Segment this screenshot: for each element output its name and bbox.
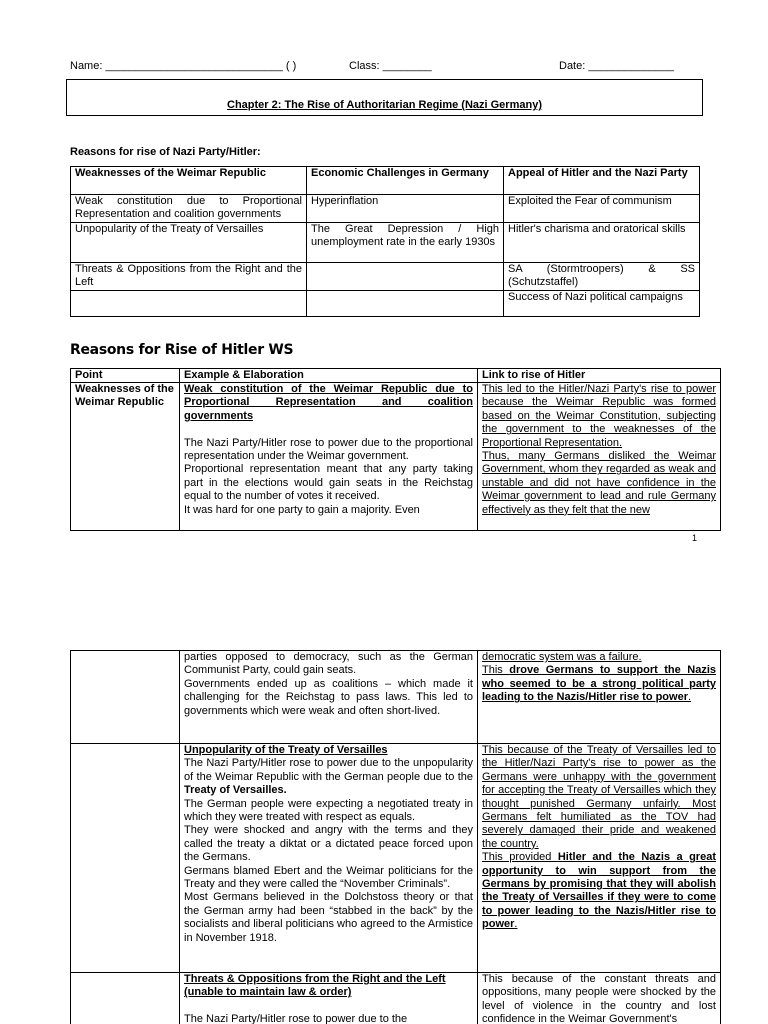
- example-title: Weak constitution of the Weimar Republic due to Proportional Representation and coalition governments: [184, 383, 473, 422]
- summary-cell: [71, 290, 307, 316]
- header-row: [70, 60, 710, 74]
- link-paragraph: This led to the Hitler/Nazi Party's rise to power because the Weimar Republic was formed based on the Weimar Constitution, subjecting the government to the weaknesses of the Proportional Representation.: [482, 383, 716, 449]
- ws-link-cell: [478, 651, 721, 744]
- class-field[interactable]: Class: ________: [349, 60, 432, 72]
- ws-heading: Reasons for Rise of Hitler WS: [70, 342, 294, 358]
- ws-header-row: [71, 369, 721, 383]
- example-paragraph: The German people were expecting a negotiated treaty in which they were treated with respect as equals.: [184, 797, 473, 824]
- summary-header-appeal: Appeal of Hitler and the Nazi Party: [504, 167, 700, 195]
- table-row: [71, 651, 721, 744]
- ws-header-example: Example & Elaboration: [180, 369, 478, 383]
- example-paragraph: They were shocked and angry with the terms and they called the treaty a diktat or a dictated peace forced upon the Germans.: [184, 824, 473, 864]
- ws-link-cell: [478, 383, 721, 531]
- summary-cell: Threats & Oppositions from the Right and the Left: [71, 262, 307, 290]
- summary-cell: The Great Depression / High unemployment rate in the early 1930s: [307, 222, 504, 262]
- summary-cell: [307, 290, 504, 316]
- table-row: [71, 973, 721, 1024]
- summary-row: [71, 222, 700, 262]
- link-paragraph: Thus, many Germans disliked the Weimar Government, whom they regarded as weak and unstable and did not have confidence in the Weimar government to lead and rule Germany effectively as they felt that the new: [482, 450, 716, 516]
- link-paragraph: This because of the Treaty of Versailles led to the Hitler/Nazi Party's rise to power as the Germans were unhappy with the government for accepting the Treaty of Versailles which they thought punished Germany unfairly. Most Germans felt humiliated as the TOV had severely damaged their pride and weakened the country.: [482, 744, 716, 850]
- example-title: Threats & Oppositions from the Right and the Left (unable to maintain law & order): [184, 973, 446, 999]
- example-paragraph: Proportional representation meant that any party taking part in the elections would gain seats in the Reichstag equal to the number of votes it received.: [184, 463, 473, 503]
- summary-row: [71, 290, 700, 316]
- example-paragraph: The Nazi Party/Hitler rose to power due to the proportional representation under the Weimar government.: [184, 436, 473, 463]
- summary-cell: Success of Nazi political campaigns: [504, 290, 700, 316]
- ws-example-cell: [180, 383, 478, 531]
- example-paragraph: It was hard for one party to gain a majority. Even: [184, 503, 420, 516]
- ws-example-cell: [180, 973, 478, 1024]
- example-title: Unpopularity of the Treaty of Versailles: [184, 744, 388, 756]
- summary-cell: Hyperinflation: [307, 195, 504, 223]
- ws-example-cell: [180, 651, 478, 744]
- ws-header-link: Link to rise of Hitler: [478, 369, 721, 383]
- ws-header-point: Point: [71, 369, 180, 383]
- point-label: Weaknesses of the Weimar Republic: [75, 383, 174, 409]
- ws-point-cell: [71, 383, 180, 531]
- ws-example-cell: [180, 744, 478, 973]
- example-paragraph: Governments ended up as coalitions – which made it challenging for the Reichstag to pass laws. This led to governments which were weak and often short-lived.: [184, 677, 473, 717]
- summary-table: [70, 166, 700, 317]
- link-paragraph: democratic system was a failure.: [482, 651, 642, 663]
- table-row: [71, 383, 721, 531]
- summary-cell: [307, 262, 504, 290]
- page-title: Chapter 2: The Rise of Authoritarian Regime (Nazi Germany): [227, 99, 542, 111]
- summary-header-row: [71, 167, 700, 195]
- name-field[interactable]: Name: _____________________________ ( ): [70, 60, 297, 72]
- date-field[interactable]: Date: ______________: [559, 60, 674, 72]
- ws-point-cell: [71, 744, 180, 973]
- summary-cell: Hitler's charisma and oratorical skills: [504, 222, 700, 262]
- summary-cell: Unpopularity of the Treaty of Versailles: [71, 222, 307, 262]
- ws-point-cell: [71, 973, 180, 1024]
- page-number: 1: [692, 533, 698, 543]
- table-row: [71, 744, 721, 973]
- summary-cell: Weak constitution due to Proportional Representation and coalition governments: [71, 195, 307, 223]
- summary-row: [71, 262, 700, 290]
- reasons-heading: Reasons for rise of Nazi Party/Hitler:: [70, 146, 261, 158]
- link-paragraph: This because of the constant threats and oppositions, many people were shocked by the level of violence in the country and lost confidence in the Weimar Government's: [482, 973, 716, 1024]
- link-paragraph: This drove Germans to support the Nazis who seemed to be a strong political party leading to the Nazis/Hitler rise to power.: [482, 664, 717, 704]
- example-paragraph: Germans blamed Ebert and the Weimar politicians for the Treaty and they were called the “November Criminals”.: [184, 864, 473, 891]
- ws-link-cell: [478, 744, 721, 973]
- summary-header-economic: Economic Challenges in Germany: [307, 167, 504, 195]
- summary-header-weimar: Weaknesses of the Weimar Republic: [71, 167, 307, 195]
- example-paragraph: parties opposed to democracy, such as the German Communist Party, could gain seats.: [184, 651, 473, 677]
- ws-point-cell: [71, 651, 180, 744]
- ws-link-cell: [478, 973, 721, 1024]
- link-paragraph: This provided Hitler and the Nazis a great opportunity to win support from the Germans by promising that they will abolish the Treaty of Versailles if they were to come to power leading to the Nazis/Hitler rise to power.: [482, 851, 716, 931]
- example-paragraph: Most Germans believed in the Dolchstoss theory or that the German army had been “stabbed in the back” by the socialists and liberal politicians who agreed to the Armistice in November 1918.: [184, 891, 473, 944]
- summary-cell: Exploited the Fear of communism: [504, 195, 700, 223]
- example-paragraph: The Nazi Party/Hitler rose to power due to the unpopularity of the Weimar Republic with the German people due to the Treaty of Versailles.: [184, 757, 473, 797]
- title-box: [66, 79, 703, 116]
- example-paragraph: The Nazi Party/Hitler rose to power due to the: [184, 1013, 408, 1024]
- summary-row: [71, 195, 700, 223]
- ws-table-continued: [70, 650, 721, 1024]
- ws-table: [70, 368, 721, 531]
- summary-cell: SA (Stormtroopers) & SS (Schutzstaffel): [504, 262, 700, 290]
